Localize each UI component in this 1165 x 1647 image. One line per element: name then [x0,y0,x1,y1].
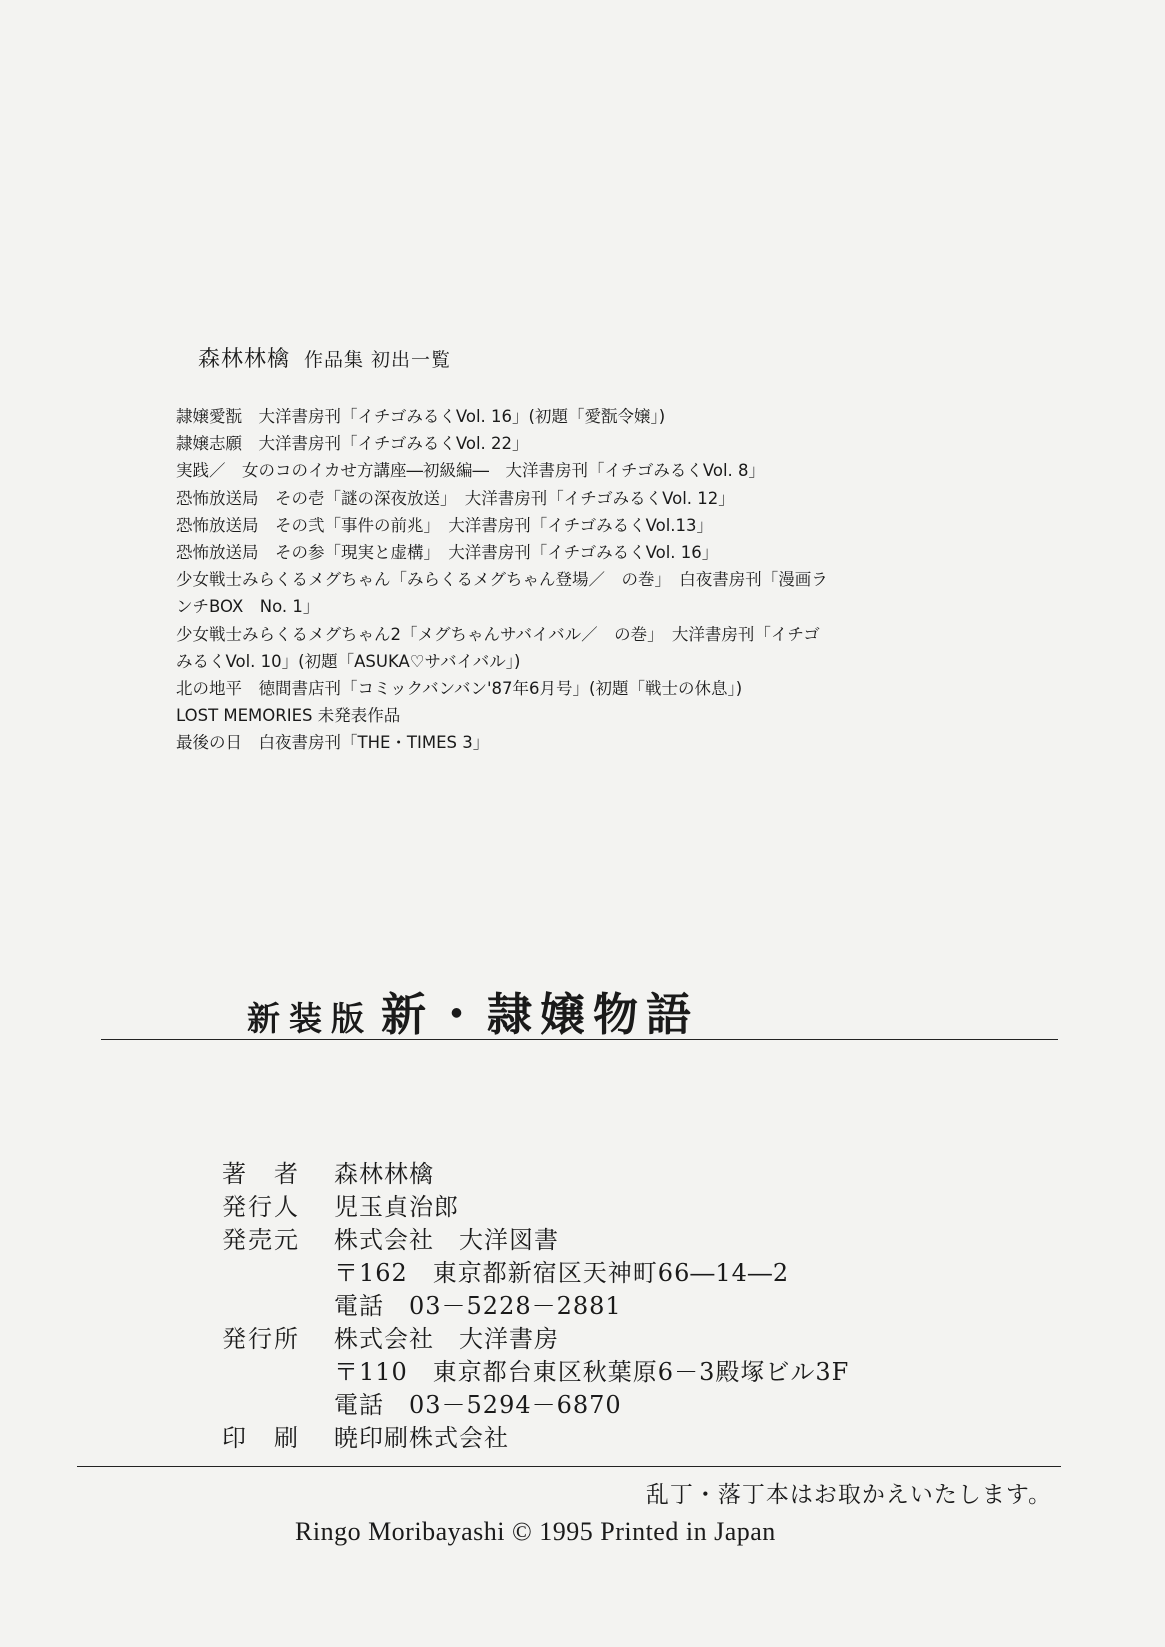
publication-item: みるくVol. 10」(初題「ASUKA♡サバイバル」) [176,651,521,671]
publication-item: 少女戦士みらくるメグちゃん「みらくるメグちゃん登場／ の巻」 白夜書房刊「漫画ラ [176,570,828,590]
colophon-value: 児玉貞治郎 [334,1193,459,1221]
publication-item: 少女戦士みらくるメグちゃん2「メグちゃんサバイバル／ の巻」 大洋書房刊「イチゴ [176,624,820,644]
divider-top [101,1039,1058,1040]
publication-item: 恐怖放送局 その壱「謎の深夜放送」 大洋書房刊「イチゴみるくVol. 12」 [176,488,735,508]
book-title [247,978,699,1043]
colophon-label [222,1356,334,1389]
publication-item: 北の地平 徳間書店刊「コミックバンバン'87年6月号」(初題「戦士の休息」) [176,679,743,699]
colophon-value: 電話 03－5294－6870 [334,1391,622,1419]
publication-item: 隷嬢愛翫 大洋書房刊「イチゴみるくVol. 16」(初題「愛翫令嬢」) [176,407,666,426]
colophon-row [222,1323,849,1356]
colophon-row [222,1389,849,1422]
colophon-value: 〒110 東京都台東区秋葉原6－3殿塚ビル3F [334,1358,850,1386]
colophon-value: 株式会社 大洋図書 [334,1226,559,1254]
publication-item: 実践／ 女のコのイカせ方講座―初級編― 大洋書房刊「イチゴみるくVol. 8」 [176,461,766,481]
colophon-value: 暁印刷株式会社 [334,1424,509,1452]
colophon-label [222,1257,334,1290]
colophon-value: 〒162 東京都新宿区天神町66―14―2 [334,1259,790,1287]
colophon-label [222,1389,334,1422]
colophon-label: 発行所 [222,1325,300,1353]
divider-bottom [77,1466,1061,1467]
colophon-label [222,1290,334,1323]
publication-item: ンチBOX No. 1」 [176,597,320,617]
colophon-block [222,1158,849,1455]
replacement-notice: 乱丁・落丁本はお取かえいたします。 [645,1482,1052,1508]
colophon-label: 発行人 [222,1193,300,1221]
colophon-row [222,1158,849,1191]
colophon-row [222,1224,849,1257]
colophon-label: 印 刷 [222,1424,300,1452]
colophon-row [222,1257,849,1290]
colophon-row [222,1191,849,1224]
colophon-value: 電話 03－5228－2881 [334,1292,622,1320]
colophon-label: 発売元 [222,1226,300,1254]
publication-item: 最後の日 白夜書房刊「THE・TIMES 3」 [176,733,490,753]
publication-item: LOST MEMORIES 未発表作品 [176,706,401,726]
colophon-value: 株式会社 大洋書房 [334,1325,559,1353]
list-header [198,342,451,373]
publication-list [176,403,996,757]
title-edition: 新装版 [247,999,373,1038]
publication-item: 恐怖放送局 その参「現実と虚構」 大洋書房刊「イチゴみるくVol. 16」 [176,543,719,563]
colophon-value: 森林林檎 [334,1160,434,1188]
publication-item: 恐怖放送局 その弐「事件の前兆」 大洋書房刊「イチゴみるくVol.13」 [176,515,714,535]
colophon-row [222,1356,849,1389]
colophon-row [222,1422,849,1455]
publication-item: 隷嬢志願 大洋書房刊「イチゴみるくVol. 22」 [176,434,529,454]
colophon-row [222,1290,849,1323]
header-caption: 作品集 初出一覧 [304,349,452,371]
title-main: 新・隷嬢物語 [381,988,700,1041]
copyright-line: Ringo Moribayashi © 1995 Printed in Japan [295,1517,776,1546]
colophon-label: 著 者 [222,1160,300,1188]
header-author: 森林林檎 [198,347,291,372]
